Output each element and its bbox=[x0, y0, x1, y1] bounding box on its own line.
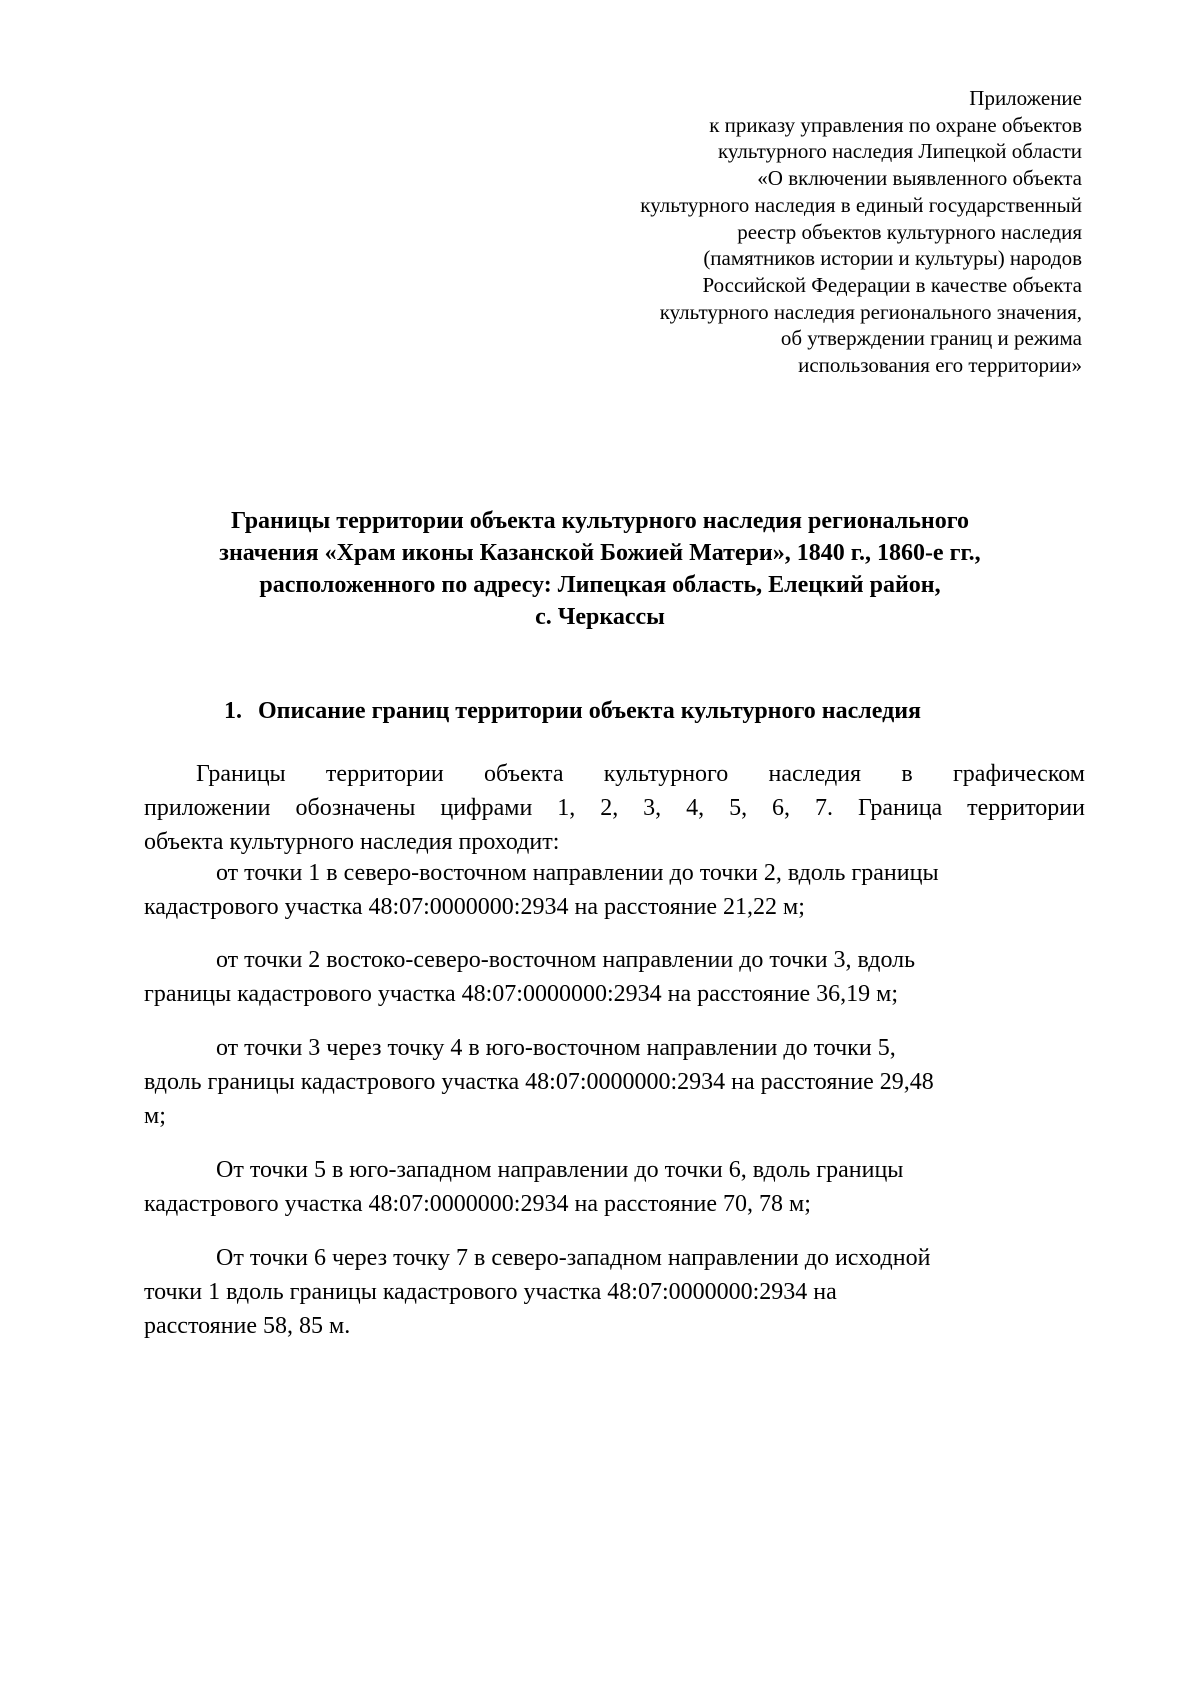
appendix-line: культурного наследия Липецкой области bbox=[717, 139, 1082, 164]
paragraph-line: кадастрового участка 48:07:0000000:2934 на расстояние 21,22 м; bbox=[144, 894, 805, 920]
title-line: Границы территории объекта культурного наследия регионального bbox=[230, 508, 970, 534]
intro-line: Границы территории объекта культурного наследия в графическом bbox=[196, 761, 1085, 787]
paragraph-line: точки 1 вдоль границы кадастрового участка 48:07:0000000:2934 на bbox=[144, 1279, 837, 1305]
section-heading-text: Описание границ территории объекта культурного наследия bbox=[258, 698, 922, 724]
appendix-header bbox=[442, 85, 1082, 379]
appendix-line: Российской Федерации в качестве объекта bbox=[702, 272, 1082, 297]
intro-line: приложении обозначены цифрами 1, 2, 3, 4, 5, 6, 7. Граница территории bbox=[144, 795, 1085, 821]
paragraph-line: границы кадастрового участка 48:07:0000000:2934 на расстояние 36,19 м; bbox=[144, 981, 899, 1007]
paragraph-line: от точки 1 в северо-восточном направлении до точки 2, вдоль границы bbox=[216, 860, 939, 886]
title-line: расположенного по адресу: Липецкая область, Елецкий район, bbox=[259, 572, 941, 598]
boundary-paragraph-5 bbox=[144, 1241, 1085, 1343]
appendix-line: культурного наследия регионального значения, bbox=[659, 299, 1082, 324]
paragraph-line: от точки 3 через точку 4 в юго-восточном направлении до точки 5, bbox=[216, 1035, 896, 1061]
paragraph-line: От точки 5 в юго-западном направлении до точки 6, вдоль границы bbox=[216, 1157, 904, 1183]
paragraph-line: вдоль границы кадастрового участка 48:07:0000000:2934 на расстояние 29,48 bbox=[144, 1069, 934, 1095]
paragraph-line: м; bbox=[144, 1103, 166, 1129]
intro-paragraph bbox=[144, 757, 1085, 859]
appendix-line: использования его территории» bbox=[798, 353, 1082, 378]
appendix-line: (памятников истории и культуры) народов bbox=[703, 246, 1082, 271]
title-line: с. Черкассы bbox=[535, 604, 665, 630]
section-number: 1. bbox=[224, 698, 242, 724]
section-heading bbox=[224, 695, 921, 727]
appendix-line: «О включении выявленного объекта bbox=[757, 166, 1082, 191]
intro-line: объекта культурного наследия проходит: bbox=[144, 829, 560, 855]
appendix-line: об утверждении границ и режима bbox=[780, 326, 1082, 351]
paragraph-line: от точки 2 востоко-северо-восточном направлении до точки 3, вдоль bbox=[216, 947, 916, 973]
title-line: значения «Храм иконы Казанской Божией Матери», 1840 г., 1860-е гг., bbox=[219, 540, 981, 566]
paragraph-line: расстояние 58, 85 м. bbox=[144, 1313, 351, 1339]
boundary-paragraph-4 bbox=[144, 1153, 1085, 1221]
appendix-line: Приложение bbox=[969, 86, 1082, 110]
paragraph-line: кадастрового участка 48:07:0000000:2934 на расстояние 70, 78 м; bbox=[144, 1191, 811, 1217]
boundary-paragraph-2 bbox=[144, 943, 1085, 1011]
appendix-line: реестр объектов культурного наследия bbox=[737, 219, 1082, 244]
paragraph-line: От точки 6 через точку 7 в северо-западном направлении до исходной bbox=[216, 1245, 931, 1271]
appendix-line: культурного наследия в единый государственный bbox=[640, 192, 1082, 217]
document-title bbox=[140, 505, 1060, 633]
boundary-paragraph-3 bbox=[144, 1031, 1085, 1133]
boundary-paragraph-1 bbox=[144, 856, 1085, 924]
appendix-line: к приказу управления по охране объектов bbox=[709, 112, 1082, 137]
